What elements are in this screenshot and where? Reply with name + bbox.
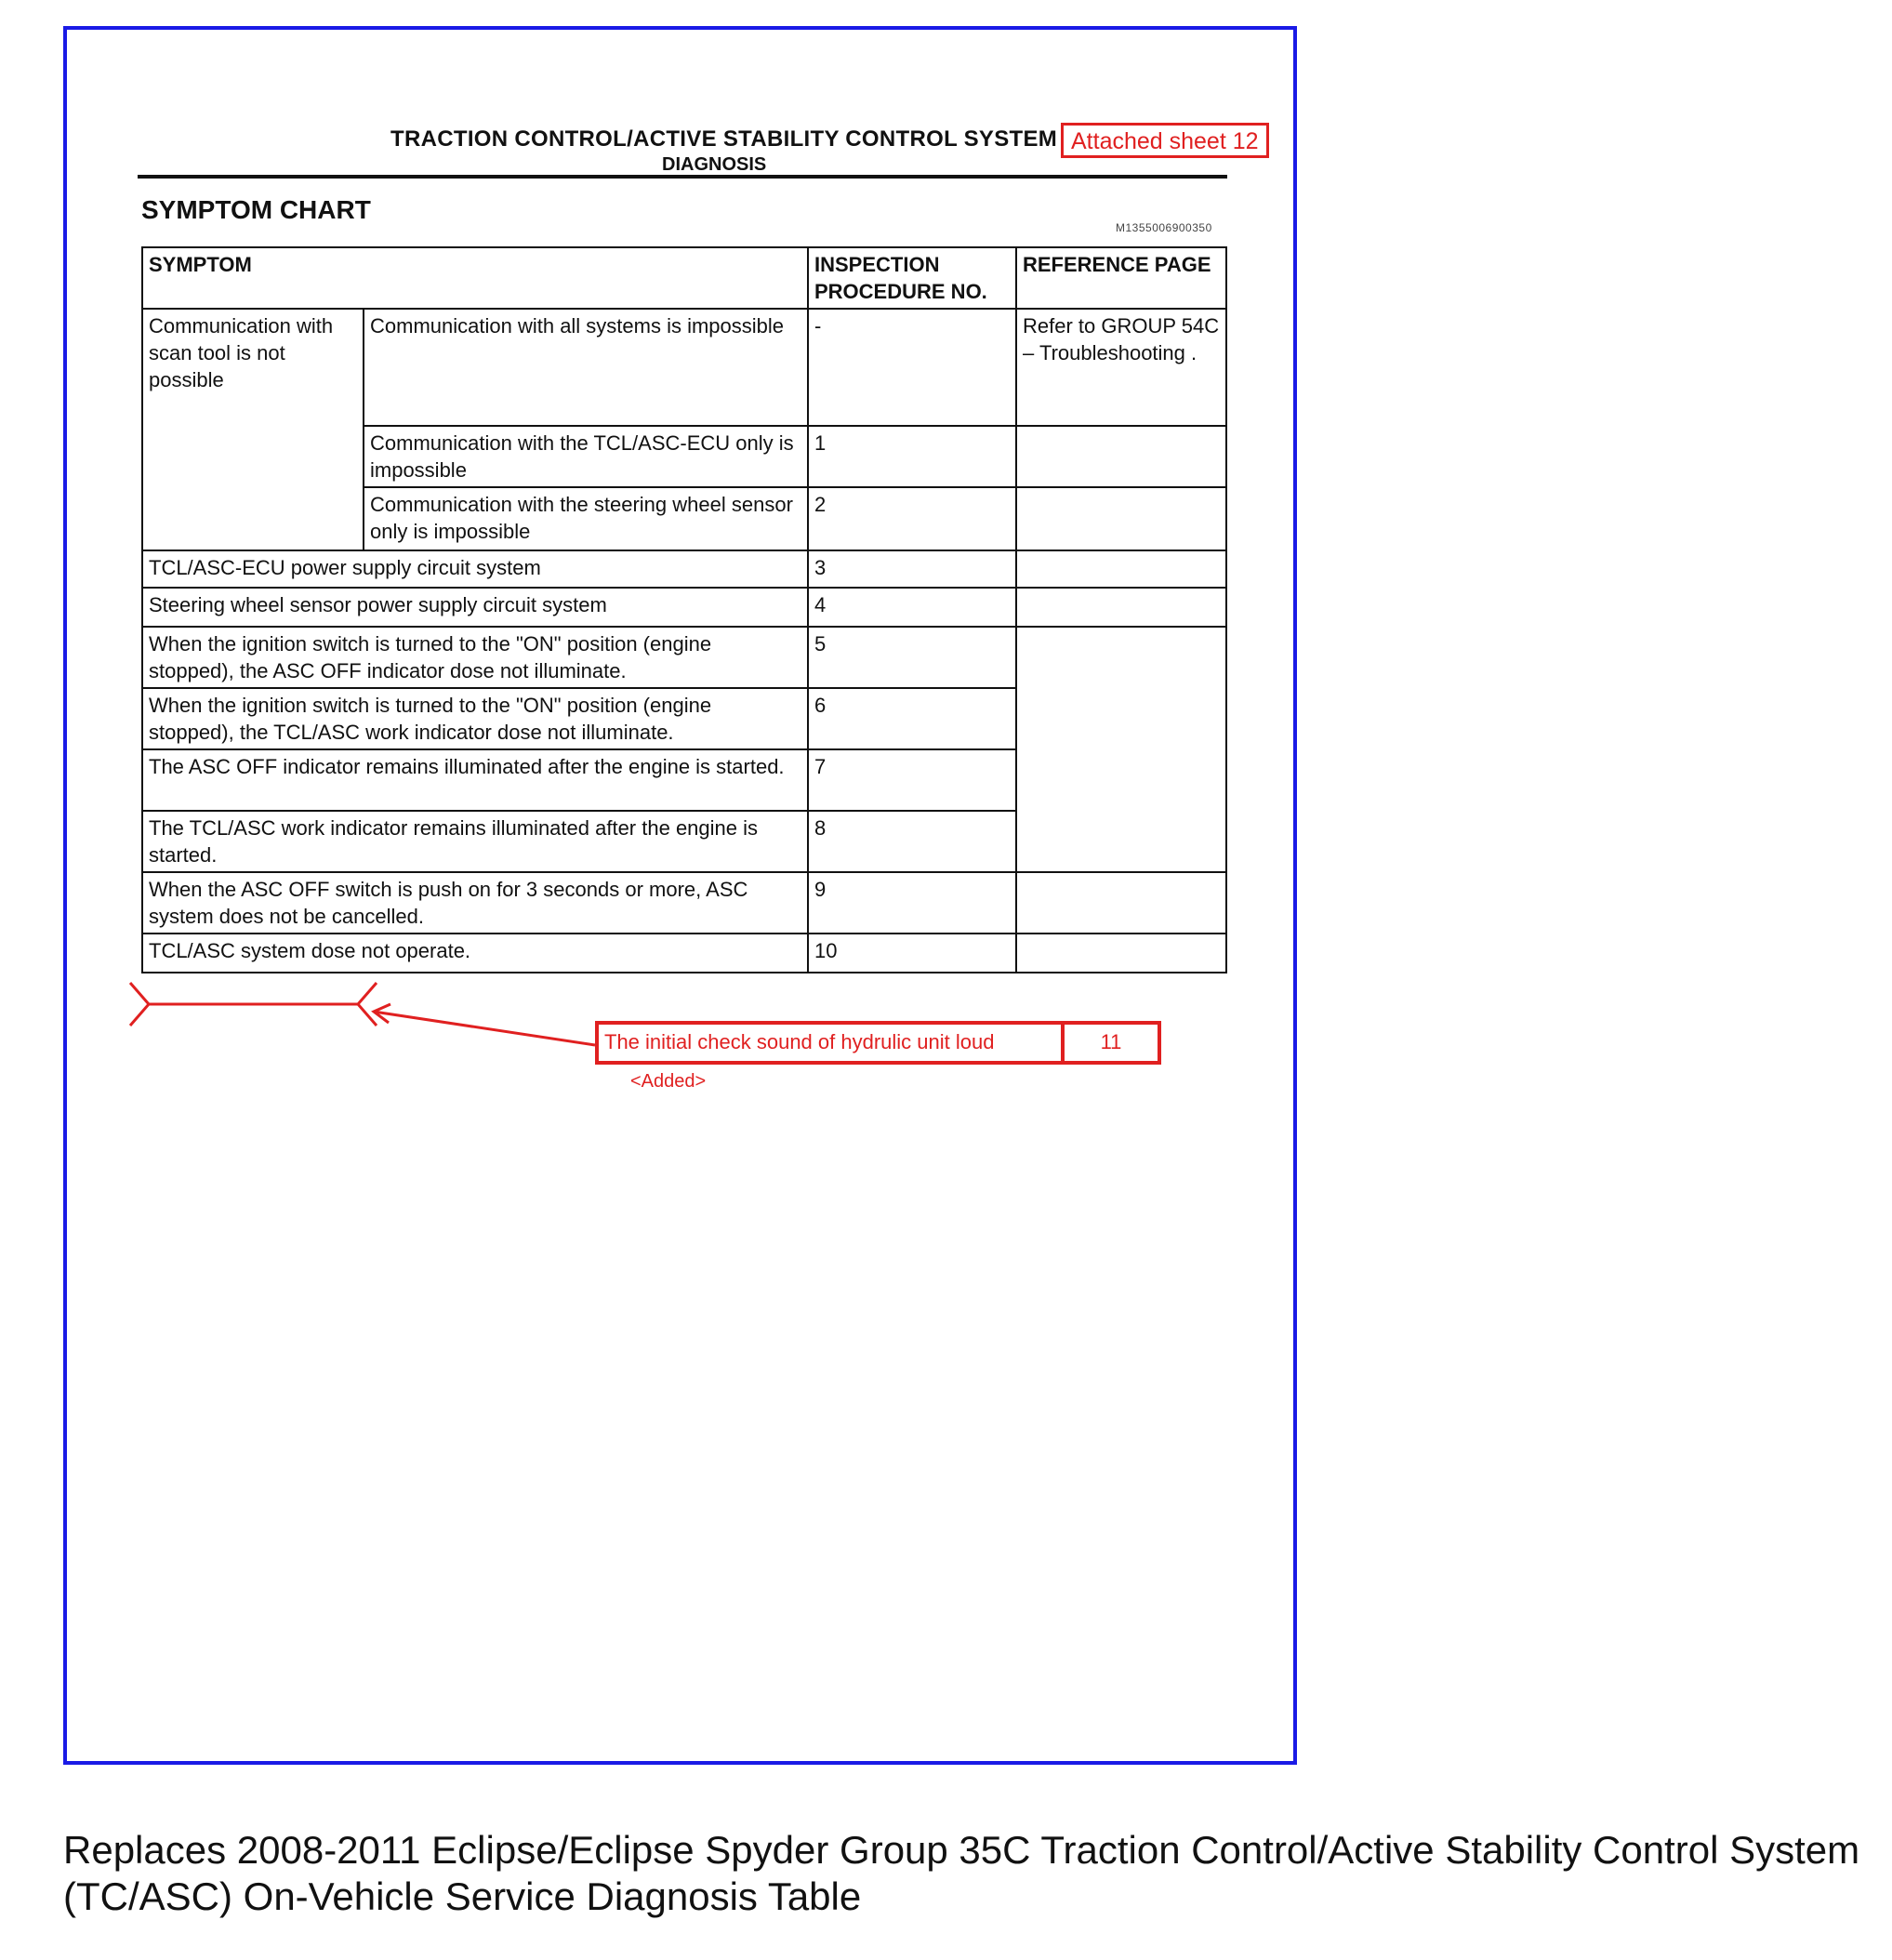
table-cell-procedure: 6 <box>807 687 1017 750</box>
table-row: When the ASC OFF switch is push on for 3 seconds or more, ASC system does not be cancelled. <box>141 871 809 934</box>
table-row: When the ignition switch is turned to the "ON" position (engine stopped), the ASC OFF indicator dose not illuminate. <box>141 626 809 689</box>
group-symptom: Communication with scan tool is not possible <box>141 308 364 551</box>
table-row: The TCL/ASC work indicator remains illuminated after the engine is started. <box>141 810 809 873</box>
attached-sheet-badge: Attached sheet 12 <box>1061 123 1269 158</box>
document-subtitle: DIAGNOSIS <box>662 154 767 175</box>
table-row: Communication with all systems is impossible <box>363 308 809 427</box>
table-cell-procedure: 2 <box>807 486 1017 551</box>
table-cell-procedure: - <box>807 308 1017 427</box>
table-cell-procedure: 5 <box>807 626 1017 689</box>
table-row: TCL/ASC system dose not operate. <box>141 933 809 973</box>
added-procedure-box: 11 <box>1061 1021 1161 1065</box>
table-cell-procedure: 3 <box>807 550 1017 589</box>
document-code: M1355006900350 <box>1116 221 1212 234</box>
table-row: Steering wheel sensor power supply circuit system <box>141 587 809 628</box>
table-cell-procedure: 1 <box>807 425 1017 488</box>
table-cell-procedure: 8 <box>807 810 1017 873</box>
added-symptom-box: The initial check sound of hydrulic unit loud <box>595 1021 1065 1065</box>
header-procedure: INSPECTION PROCEDURE NO. <box>807 246 1017 310</box>
table-cell-procedure: 9 <box>807 871 1017 934</box>
document-title: TRACTION CONTROL/ACTIVE STABILITY CONTROL SYSTEM <box>390 126 1058 152</box>
header-reference: REFERENCE PAGE <box>1015 246 1227 310</box>
arrow-shaft <box>374 1012 595 1045</box>
table-cell-procedure: 10 <box>807 933 1017 973</box>
header-symptom: SYMPTOM <box>141 246 809 310</box>
table-row: Communication with the TCL/ASC-ECU only is impossible <box>363 425 809 488</box>
insertion-bracket-right <box>358 983 377 1026</box>
table-row: TCL/ASC-ECU power supply circuit system <box>141 550 809 589</box>
added-note: <Added> <box>630 1071 707 1092</box>
table-cell-reference: Refer to GROUP 54C – Troubleshooting . <box>1015 308 1227 427</box>
table-row: The ASC OFF indicator remains illuminated after the engine is started. <box>141 748 809 812</box>
footer-caption: Replaces 2008-2011 Eclipse/Eclipse Spyder Group 35C Traction Control/Active Stability Control System (TC/ASC) On-Vehicle Service Diagnosis Table <box>63 1828 1860 1918</box>
table-cell-procedure: 7 <box>807 748 1017 812</box>
insertion-bracket-left <box>130 983 149 1026</box>
section-title: SYMPTOM CHART <box>141 195 371 224</box>
table-row: Communication with the steering wheel sensor only is impossible <box>363 486 809 551</box>
table-row: When the ignition switch is turned to the "ON" position (engine stopped), the TCL/ASC work indicator dose not illuminate. <box>141 687 809 750</box>
table-cell-procedure: 4 <box>807 587 1017 628</box>
